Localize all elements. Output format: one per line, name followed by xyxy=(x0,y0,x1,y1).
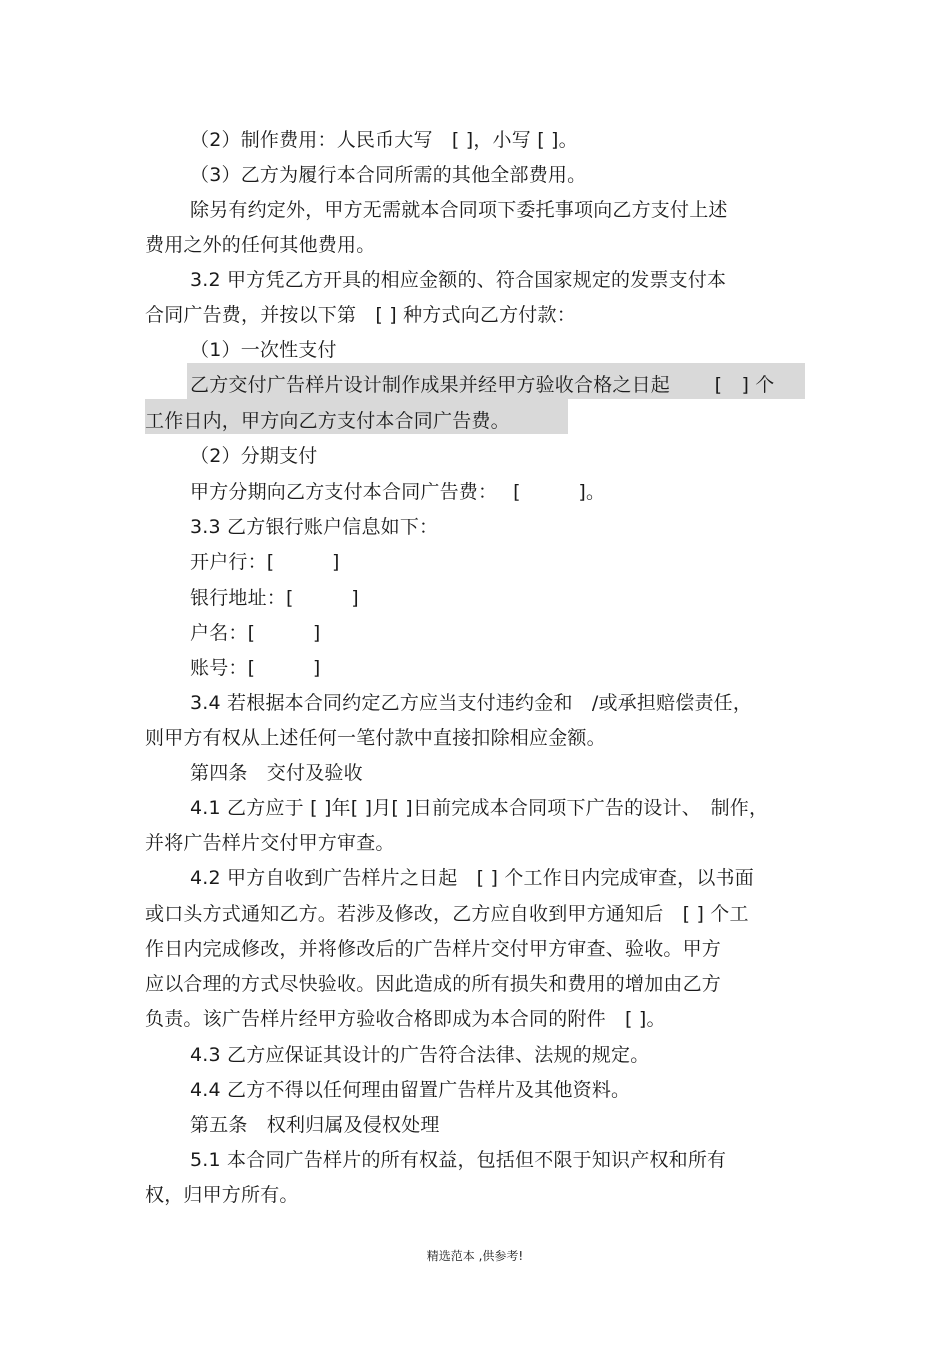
text-line: （3）乙方为履行本合同所需的其他全部费用。 xyxy=(190,164,587,186)
text-line: 3.4 若根据本合同约定乙方应当支付违约金和 /或承担赔偿责任， xyxy=(190,692,753,714)
highlighted-text-line: 乙方交付广告样片设计制作成果并经甲方验收合格之日起 [ ] 个 xyxy=(190,374,775,396)
text-line: 5.1 本合同广告样片的所有权益，包括但不限于知识产权和所有 xyxy=(190,1149,727,1171)
text-line: 4.3 乙方应保证其设计的广告符合法律、法规的规定。 xyxy=(190,1044,650,1066)
text-line: 3.2 甲方凭乙方开具的相应金额的、符合国家规定的发票支付本 xyxy=(190,269,727,291)
text-line: 4.1 乙方应于 [ ]年[ ]月[ ]日前完成本合同项下广告的设计、 制作， xyxy=(190,797,769,819)
text-line: 甲方分期向乙方支付本合同广告费： [ ]。 xyxy=(190,481,606,503)
text-line: （2）制作费用：人民币大写 [ ]，小写 [ ]。 xyxy=(190,129,578,151)
text-line: 开户行：[ ] xyxy=(190,551,340,573)
text-line: 4.4 乙方不得以任何理由留置广告样片及其他资料。 xyxy=(190,1079,631,1101)
text-line: 3.3 乙方银行账户信息如下： xyxy=(190,516,439,538)
text-line: （1）一次性支付 xyxy=(190,339,337,361)
text-line: 作日内完成修改，并将修改后的广告样片交付甲方审查、验收。甲方 xyxy=(145,938,722,960)
section-heading: 第五条 权利归属及侵权处理 xyxy=(190,1114,440,1136)
text-line: 费用之外的任何其他费用。 xyxy=(145,234,376,256)
text-line: 权，归甲方所有。 xyxy=(145,1184,299,1206)
highlighted-text-line: 工作日内，甲方向乙方支付本合同广告费。 xyxy=(145,410,510,432)
text-line: 除另有约定外，甲方无需就本合同项下委托事项向乙方支付上述 xyxy=(190,199,728,221)
text-line: 合同广告费，并按以下第 [ ] 种方式向乙方付款： xyxy=(145,304,576,326)
text-line: 户名：[ ] xyxy=(190,622,321,644)
text-line: 银行地址：[ ] xyxy=(190,587,359,609)
text-line: 或口头方式通知乙方。若涉及修改，乙方应自收到甲方通知后 [ ] 个工 xyxy=(145,903,749,925)
text-line: 4.2 甲方自收到广告样片之日起 [ ] 个工作日内完成审查，以书面 xyxy=(190,867,754,889)
text-line: 则甲方有权从上述任何一笔付款中直接扣除相应金额。 xyxy=(145,727,606,749)
text-line: 负责。该广告样片经甲方验收合格即成为本合同的附件 [ ]。 xyxy=(145,1008,666,1030)
section-heading: 第四条 交付及验收 xyxy=(190,762,363,784)
text-line: 账号：[ ] xyxy=(190,657,321,679)
page-footer: 精选范本 ,供参考! xyxy=(426,1249,524,1263)
text-line: （2）分期支付 xyxy=(190,445,318,467)
text-line: 应以合理的方式尽快验收。因此造成的所有损失和费用的增加由乙方 xyxy=(145,973,722,995)
text-line: 并将广告样片交付甲方审查。 xyxy=(145,832,395,854)
